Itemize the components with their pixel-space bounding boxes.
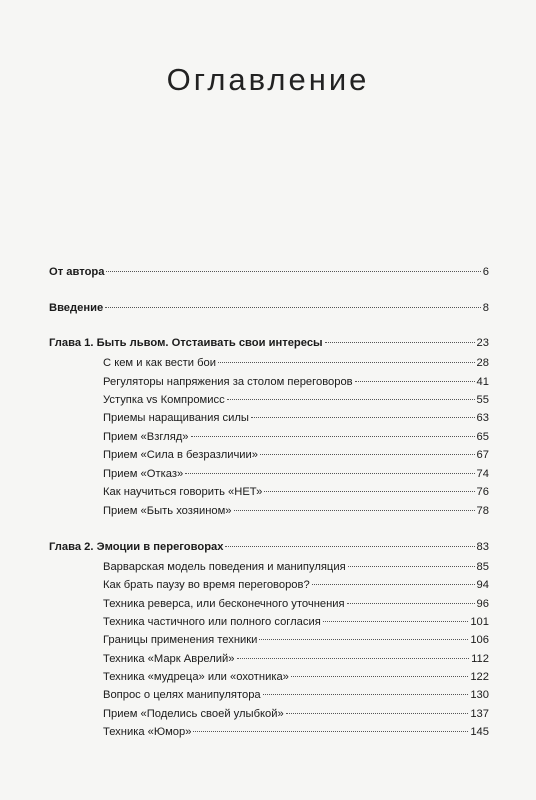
entry-title: Уступка vs Компромисс [103, 394, 225, 406]
entry-title: Приемы наращивания силы [103, 412, 249, 424]
toc-section-entry [103, 467, 489, 481]
entry-title: Техника «Юмор» [103, 726, 192, 738]
dot-leader [251, 417, 475, 418]
entry-page-number: 63 [476, 412, 489, 424]
entry-title: Прием «Отказ» [103, 468, 184, 480]
entry-page-number: 106 [470, 634, 489, 646]
entry-title: Техника реверса, или бесконечного уточнения [103, 598, 345, 610]
toc-section-entry [103, 707, 489, 721]
toc-section-entry [103, 411, 489, 425]
entry-title: Вопрос о целях манипулятора [103, 689, 261, 701]
entry-title: Прием «Сила в безразличии» [103, 449, 259, 461]
entry-title: Техника частичного или полного согласия [103, 616, 321, 628]
toc-chapter-entry [49, 540, 489, 554]
toc-section-entry [103, 652, 489, 666]
entry-page-number: 67 [476, 449, 489, 461]
entry-page-number: 74 [476, 468, 489, 480]
toc-section-entry [103, 670, 489, 684]
toc-chapter-entry [49, 301, 489, 315]
dot-leader [286, 713, 469, 714]
toc-section-entry [103, 560, 489, 574]
toc-section-entry [103, 448, 489, 462]
entry-page-number: 6 [482, 266, 489, 278]
entry-page-number: 112 [471, 653, 489, 665]
toc-chapter-entry [49, 265, 489, 279]
dot-leader [325, 342, 475, 343]
toc-section-entry [103, 578, 489, 592]
entry-page-number: 8 [482, 302, 489, 314]
entry-page-number: 94 [476, 579, 489, 591]
entry-page-number: 145 [470, 726, 489, 738]
dot-leader [291, 676, 468, 677]
entry-page-number: 101 [470, 616, 489, 628]
entry-title: Введение [49, 302, 104, 314]
dot-leader [263, 694, 469, 695]
entry-page-number: 85 [476, 561, 489, 573]
toc-section-entry [103, 356, 489, 370]
dot-leader [225, 546, 474, 547]
toc-section-entry [103, 725, 489, 739]
dot-leader [234, 510, 475, 511]
entry-page-number: 83 [476, 541, 489, 553]
dot-leader [237, 658, 470, 659]
dot-leader [218, 362, 475, 363]
entry-page-number: 41 [476, 376, 489, 388]
dot-leader [106, 271, 480, 272]
toc-section-entry [103, 615, 489, 629]
dot-leader [355, 381, 475, 382]
dot-leader [323, 621, 469, 622]
entry-title: Варварская модель поведения и манипуляция [103, 561, 346, 573]
entry-page-number: 28 [476, 357, 489, 369]
dot-leader [193, 731, 468, 732]
dot-leader [260, 454, 475, 455]
toc-section-entry [103, 597, 489, 611]
toc-section-entry [103, 504, 489, 518]
entry-page-number: 23 [476, 337, 489, 349]
toc-section-entry [103, 430, 489, 444]
toc-chapter-entry [49, 336, 489, 350]
entry-page-number: 55 [476, 394, 489, 406]
dot-leader [105, 307, 481, 308]
dot-leader [185, 473, 474, 474]
entry-title: Прием «Быть хозяином» [103, 505, 232, 517]
entry-title: Техника «мудреца» или «охотника» [103, 671, 289, 683]
dot-leader [264, 491, 474, 492]
entry-title: Глава 1. Быть львом. Отстаивать свои интересы [49, 337, 323, 349]
entry-title: С кем и как вести бои [103, 357, 216, 369]
dot-leader [312, 584, 475, 585]
toc-section-entry [103, 688, 489, 702]
entry-title: Прием «Взгляд» [103, 431, 189, 443]
dot-leader [227, 399, 475, 400]
toc-section-entry [103, 485, 489, 499]
dot-leader [259, 639, 468, 640]
entry-page-number: 122 [470, 671, 489, 683]
entry-title: Границы применения техники [103, 634, 258, 646]
entry-page-number: 65 [476, 431, 489, 443]
entry-page-number: 76 [476, 486, 489, 498]
toc-section-entry [103, 375, 489, 389]
entry-title: Как научиться говорить «НЕТ» [103, 486, 263, 498]
entry-title: Прием «Поделись своей улыбкой» [103, 708, 284, 720]
entry-title: Техника «Марк Аврелий» [103, 653, 235, 665]
toc-section-entry [103, 393, 489, 407]
entry-page-number: 96 [476, 598, 489, 610]
page-title: Оглавление [166, 62, 370, 97]
entry-title: Регуляторы напряжения за столом переговоров [103, 376, 353, 388]
dot-leader [348, 566, 475, 567]
entry-title: От автора [49, 266, 105, 278]
toc-section-entry [103, 633, 489, 647]
dot-leader [191, 436, 475, 437]
entry-title: Как брать паузу во время переговоров? [103, 579, 310, 591]
dot-leader [347, 603, 475, 604]
entry-page-number: 78 [476, 505, 489, 517]
entry-page-number: 137 [470, 708, 489, 720]
entry-page-number: 130 [470, 689, 489, 701]
entry-title: Глава 2. Эмоции в переговорах [49, 541, 224, 553]
